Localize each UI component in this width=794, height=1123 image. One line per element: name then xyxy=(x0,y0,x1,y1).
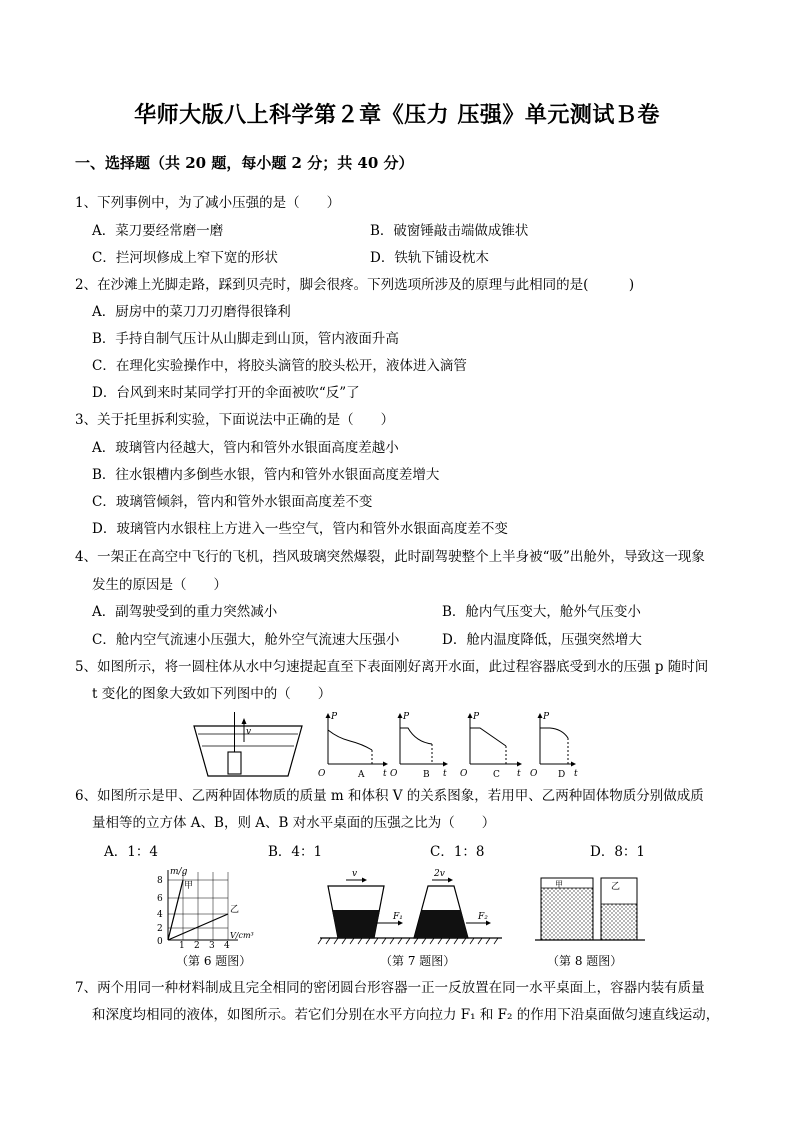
fig6-xtick: 1 xyxy=(179,941,185,948)
question-4-stem-line1: 4、一架正在高空中飞行的飞机，挡风玻璃突然爆裂，此时副驾驶整个上半身被“吸”出舱外，导致这一现象 xyxy=(75,549,705,565)
fig7-f1-label: F₁ xyxy=(393,912,403,922)
question-7-stem-line1: 7、两个用同一种材料制成且完全相同的密闭圆台形容器一正一反放置在同一水平桌面上，容器内装有质量 xyxy=(75,980,705,996)
question-4-stem-line2: 发生的原因是（ ） xyxy=(92,577,227,593)
fig7-f2-label: F₂ xyxy=(478,912,488,922)
fig6-ylabel: m/g xyxy=(170,867,188,877)
fig6-series-yi: 乙 xyxy=(230,905,240,915)
page-title: 华师大版八上科学第２章《压力 压强》单元测试Ｂ卷 xyxy=(134,102,660,128)
question-3-option-d: D．玻璃管内水银柱上方进入一些空气，管内和管外水银面高度差不变 xyxy=(92,521,508,537)
q5-graph-a xyxy=(318,712,388,780)
question-2-stem: 2、在沙滩上光脚走路，踩到贝壳时，脚会很疼。下列选项所涉及的原理与此相同的是( ) xyxy=(75,277,635,293)
q5-graph-d-t: t xyxy=(574,769,578,779)
q5-graph-d-label: D xyxy=(558,770,566,780)
fig7-caption: （第 7 题图） xyxy=(380,954,456,968)
question-1-option-c: C．拦河坝修成上窄下宽的形状 xyxy=(92,250,278,266)
fig6-series-jia: 甲 xyxy=(184,881,194,891)
question-6-option-d: D．8：1 xyxy=(590,844,646,860)
q5-graph-c-p: P xyxy=(473,712,480,722)
fig8-caption: （第 8 题图） xyxy=(547,954,623,968)
fig6-ytick: 4 xyxy=(157,910,163,920)
fig6-xlabel: V/cm³ xyxy=(230,931,254,940)
fig8-cylinders-figure xyxy=(535,872,645,948)
q5-graph-a-o: O xyxy=(318,769,326,779)
q5-graph-c-o: O xyxy=(460,769,468,779)
q5-graph-c-t: t xyxy=(517,769,521,779)
question-6-option-a: A．1：4 xyxy=(104,844,158,860)
fig7-v2-label: 2v xyxy=(434,869,445,879)
question-4-option-b: B．舱内气压变大，舱外气压变小 xyxy=(442,604,641,620)
fig6-mass-volume-graph xyxy=(148,866,288,948)
fig7-v1-label: v xyxy=(352,869,358,879)
q5-graph-d xyxy=(530,712,578,780)
q5-container-figure xyxy=(190,712,310,782)
question-3-option-c: C．玻璃管倾斜，管内和管外水银面高度差不变 xyxy=(92,494,373,510)
question-2-option-a: A．厨房中的菜刀刀刃磨得很锋利 xyxy=(92,304,291,320)
section-heading: 一、选择题（共 20 题，每小题 2 分；共 40 分） xyxy=(75,154,414,172)
q5-graph-c-label: C xyxy=(493,770,500,780)
question-2-option-c: C．在理化实验操作中，将胶头滴管的胶头松开，液体进入滴管 xyxy=(92,358,467,374)
question-2-option-d: D．台风到来时某同学打开的伞面被吹“反”了 xyxy=(92,385,360,401)
q5-graph-b xyxy=(390,712,448,780)
fig8-yi-label: 乙 xyxy=(611,882,621,892)
fig6-ytick: 6 xyxy=(157,894,163,904)
fig6-ytick: 8 xyxy=(157,876,163,886)
fig6-ytick: 2 xyxy=(157,924,163,934)
fig8-jia-label: 甲 xyxy=(555,880,563,889)
fig6-caption: （第 6 题图） xyxy=(176,954,252,968)
question-2-option-b: B．手持自制气压计从山脚走到山顶，管内液面升高 xyxy=(92,331,399,347)
question-3-option-a: A．玻璃管内径越大，管内和管外水银面高度差越小 xyxy=(92,440,399,456)
question-4-option-d: D．舱内温度降低，压强突然增大 xyxy=(442,632,642,648)
fig6-xtick: 3 xyxy=(209,941,215,948)
question-5-stem-line1: 5、如图所示，将一圆柱体从水中匀速提起直至下表面刚好离开水面，此过程容器底受到水的压强 p 随时间 xyxy=(75,659,709,675)
question-6-stem-line1: 6、如图所示是甲、乙两种固体物质的质量 m 和体积 V 的关系图象，若用甲、乙两种固体物质分别做成质 xyxy=(75,788,704,804)
question-1-option-b: B．破窗锤敲击端做成锥状 xyxy=(370,223,529,239)
question-6-option-c: C．1：8 xyxy=(430,844,485,860)
question-3-option-b: B．往水银槽内多倒些水银，管内和管外水银面高度差增大 xyxy=(92,467,440,483)
q5-graph-b-label: B xyxy=(423,770,430,780)
question-3-stem: 3、关于托里拆利实验，下面说法中正确的是（ ） xyxy=(75,412,395,428)
fig6-ytick: 0 xyxy=(157,937,163,947)
question-1-stem: 1、下列事例中，为了减小压强的是（ ） xyxy=(75,195,341,211)
q5-graph-d-p: P xyxy=(543,712,550,722)
q5-graph-c xyxy=(460,712,522,780)
q5-graph-d-o: O xyxy=(530,769,538,779)
question-4-option-a: A．副驾驶受到的重力突然减小 xyxy=(92,604,278,620)
question-6-option-b: B．4：1 xyxy=(268,844,323,860)
question-7-stem-line2: 和深度均相同的液体，如图所示。若它们分别在水平方向拉力 F₁ 和 F₂ 的作用下沿桌面做匀速直线运动， xyxy=(92,1007,720,1023)
fig6-xtick: 4 xyxy=(224,941,230,948)
fig7-containers-figure xyxy=(316,866,506,946)
question-4-option-c: C．舱内空气流速小压强大，舱外空气流速大压强小 xyxy=(92,632,400,648)
q5-velocity-label: v xyxy=(246,727,252,737)
q5-graph-options xyxy=(318,710,580,782)
q5-graph-a-label: A xyxy=(358,770,365,780)
question-1-option-a: A．菜刀要经常磨一磨 xyxy=(92,223,224,239)
question-6-stem-line2: 量相等的立方体 A、B，则 A、B 对水平桌面的压强之比为（ ） xyxy=(92,815,496,831)
q5-graph-a-p: P xyxy=(331,712,338,722)
q5-graph-b-p: P xyxy=(403,712,410,722)
fig6-xtick: 2 xyxy=(194,941,200,948)
q5-graph-a-t: t xyxy=(383,769,387,779)
q5-graph-b-o: O xyxy=(390,769,398,779)
q5-graph-b-t: t xyxy=(443,769,447,779)
question-1-option-d: D．铁轨下铺设枕木 xyxy=(370,250,489,266)
question-5-stem-line2: t 变化的图象大致如下列图中的（ ） xyxy=(92,686,332,702)
